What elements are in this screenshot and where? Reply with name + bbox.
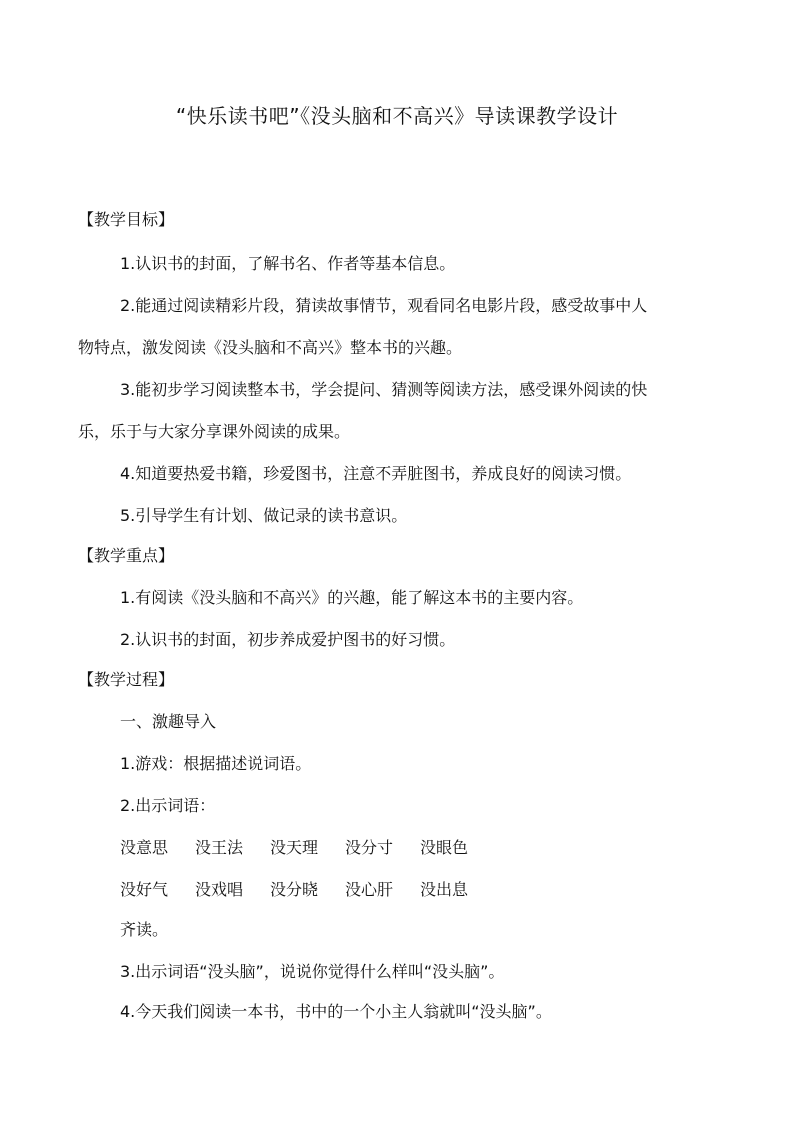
key-heading: 【教学重点】 xyxy=(78,546,175,565)
word-item: 没王法 xyxy=(195,838,244,857)
word-item: 没戏唱 xyxy=(195,880,244,899)
goal-item-1: 1.认识书的封面，了解书名、作者等基本信息。 xyxy=(120,254,456,273)
goal-item-2: 2.能通过阅读精彩片段，猜读故事情节，观看同名电影片段，感受故事中人 xyxy=(120,296,648,315)
word-row-2 xyxy=(120,878,468,902)
process-step-4: 4.今天我们阅读一本书，书中的一个小主人翁就叫“没头脑”。 xyxy=(120,1002,552,1021)
goal-item-2-cont: 物特点，激发阅读《没头脑和不高兴》整本书的兴趣。 xyxy=(78,338,463,357)
key-item-2: 2.认识书的封面，初步养成爱护图书的好习惯。 xyxy=(120,630,456,649)
goals-heading: 【教学目标】 xyxy=(78,210,175,229)
word-item: 没出息 xyxy=(420,880,469,899)
process-step-3: 3.出示词语“没头脑”，说说你觉得什么样叫“没头脑”。 xyxy=(120,962,505,981)
word-item: 没意思 xyxy=(120,838,169,857)
word-item: 没好气 xyxy=(120,880,169,899)
word-item: 没分晓 xyxy=(270,880,319,899)
word-row-1 xyxy=(120,836,468,860)
goal-item-3: 3.能初步学习阅读整本书，学会提问、猜测等阅读方法，感受课外阅读的快 xyxy=(120,380,648,399)
goal-item-5: 5.引导学生有计划、做记录的读书意识。 xyxy=(120,506,408,525)
process-heading: 【教学过程】 xyxy=(78,670,175,689)
goal-item-3-cont: 乐，乐于与大家分享课外阅读的成果。 xyxy=(78,422,351,441)
goal-item-4: 4.知道要热爱书籍，珍爱图书，注意不弄脏图书，养成良好的阅读习惯。 xyxy=(120,464,632,483)
word-item: 没眼色 xyxy=(420,838,469,857)
read-together: 齐读。 xyxy=(120,920,169,939)
key-item-1: 1.有阅读《没头脑和不高兴》的兴趣，能了解这本书的主要内容。 xyxy=(120,588,584,607)
document-title: “快乐读书吧”《没头脑和不高兴》导读课教学设计 xyxy=(175,104,619,128)
word-item: 没天理 xyxy=(270,838,319,857)
word-item: 没心肝 xyxy=(345,880,394,899)
process-step-2: 2.出示词语： xyxy=(120,796,216,815)
process-part-1: 一、激趣导入 xyxy=(120,712,217,731)
process-step-1: 1.游戏：根据描述说词语。 xyxy=(120,754,312,773)
word-item: 没分寸 xyxy=(345,838,394,857)
